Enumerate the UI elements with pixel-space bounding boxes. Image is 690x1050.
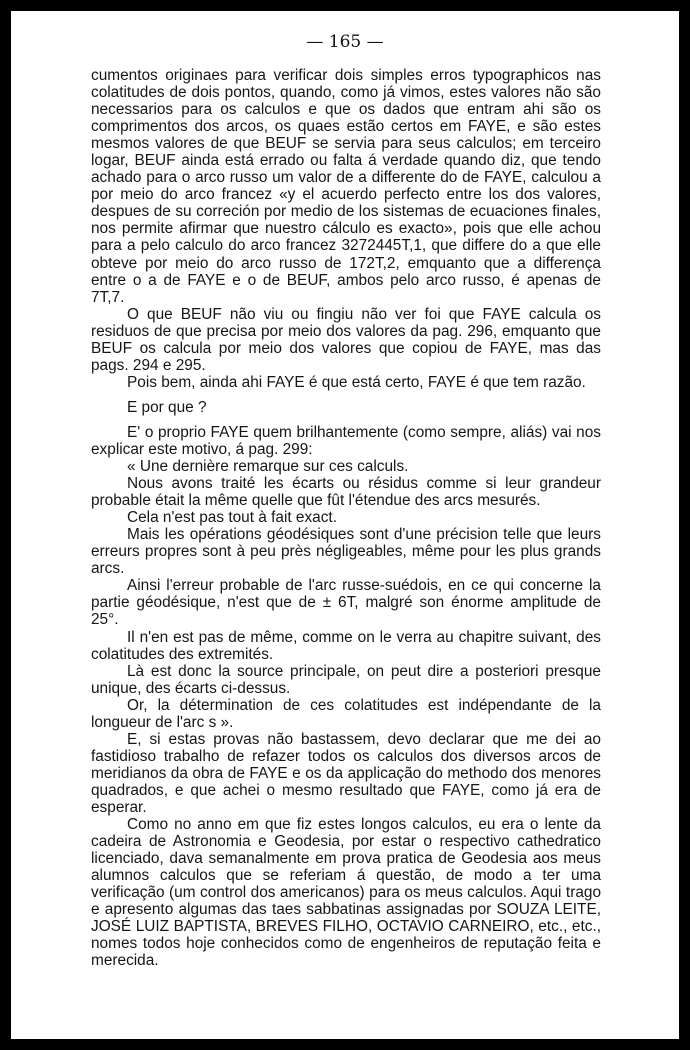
book-page [11, 11, 679, 1039]
paragraph-1: cumentos originaes para verificar dois simples erros typographicos nas colatitudes de dois pontos, quando, como já vimos, estes valores não são necessarios para os calculos e que os dados que entram ahi são os comprimentos dos arcos, os quaes estão certos em FAYE, e são estes mesmos valores de que BEUF se servia para seus calculos; em terceiro logar, BEUF ainda está errado ou falta á verdade quando diz, que tendo achado para o arco russo um valor de a differente do de FAYE, calculou a por meio do arco francez «y el acuerdo perfecto entre los dos valores, despues de su correción por medio de los sistemas de ecuaciones finales, nos permite afirmar que nuestro cálculo es exacto», pois que elle achou para a pelo calculo do arco francez 3272445T,1, que differe do a que elle obteve por meio do arco russo de 172T,2, emquanto que a differença entre o a de FAYE e o de BEUF, ambos pelo arco russo, é apenas de 7T,7. [91, 67, 601, 306]
paragraph-6: E, si estas provas não bastassem, devo declarar que me dei ao fastidioso trabalho de refazer todos os calculos dos diversos arcos de meridianos da obra de FAYE e os da applicação do methodo dos menores quadrados, e que achei o mesmo resultado que FAYE, como já era de esperar. [91, 730, 601, 816]
quote-paragraph-2: Nous avons traité les écarts ou résidus comme si leur grandeur probable était la même quelle que fût l'étendue des arcs mesurés. [91, 475, 601, 510]
paragraph-3: Pois bem, ainda ahi FAYE é que está certo, FAYE é que tem razão. [127, 373, 586, 391]
quote-paragraph-4: Mais les opérations géodésiques sont d'une précision telle que leurs erreurs propres sont à peu près négligeables, même pour les plus grands arcs. [91, 526, 601, 578]
paragraph-2: O que BEUF não viu ou fingiu não ver foi que FAYE calcula os residuos de que precisa por meio dos valores da pag. 296, emquanto que BEUF os calcula por meio dos valores que copiou de FAYE, mas das pags. 294 e 295. [91, 305, 601, 374]
quote-paragraph-1: « Une dernière remarque sur ces calculs. [127, 458, 409, 476]
paragraph-spacer [91, 416, 601, 424]
paragraph-4: E por que ? [127, 398, 207, 416]
quote-paragraph-5: Ainsi l'erreur probable de l'arc russe-suédois, en ce qui concerne la partie géodésique, n'est que de ± 6T, malgré son énorme amplitude de 25°. [91, 577, 601, 629]
body-text [91, 67, 601, 969]
quote-paragraph-7: Là est donc la source principale, on peut dire a posteriori presque unique, des écarts ci-dessus. [91, 662, 601, 697]
paragraph-spacer [91, 391, 601, 399]
quote-paragraph-8: Or, la détermination de ces colatitudes est indépendante de la longueur de l'arc s ». [91, 696, 601, 731]
paragraph-7: Como no anno em que fiz estes longos calculos, eu era o lente da cadeira de Astronomia e Geodesia, por estar o respectivo cathedratico licenciado, dava semanalmente em prova pratica de Geodesia aos meus alumnos calculos que se referiam á questão, de modo a ter uma verificação (um control dos americanos) para os meus calculos. Aqui trago e apresento algumas das taes sabbatinas assignadas por SOUZA LEITE, JOSÉ LUIZ BAPTISTA, BREVES FILHO, OCTAVIO CARNEIRO, etc., etc., nomes todos hoje conhecidos como de engenheiros de reputação feita e merecida. [91, 816, 601, 970]
page-number: — 165 — [306, 32, 384, 52]
quote-paragraph-6: Il n'en est pas de même, comme on le verra au chapitre suivant, des colatitudes des extremités. [91, 628, 601, 663]
quote-paragraph-3: Cela n'est pas tout à fait exact. [127, 509, 337, 527]
paragraph-5: E' o proprio FAYE quem brilhantemente (como sempre, aliás) vai nos explicar este motivo, á pag. 299: [91, 423, 601, 458]
